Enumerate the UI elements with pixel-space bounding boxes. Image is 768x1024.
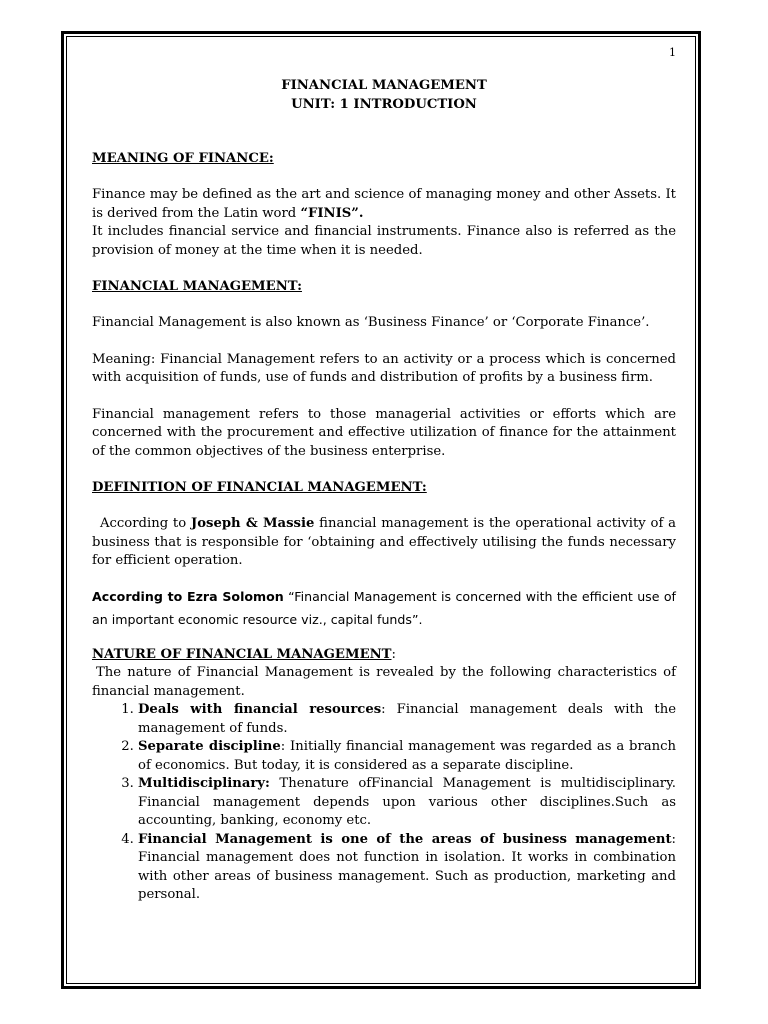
list-item-title: Financial Management is one of the areas of business management <box>138 831 672 847</box>
document-title: FINANCIAL MANAGEMENT <box>281 78 487 93</box>
list-item <box>138 701 676 738</box>
fm-paragraph-3: Financial management refers to those managerial activities or efforts which are concerned with the procurement and effective utilization of finance for the attainment of the common objectives of the business enterprise. <box>92 406 676 459</box>
list-item-text: : Initially financial management was regarded as a branch of economics. But today, it is considered as a separate discipline. <box>138 739 677 773</box>
definition-1-text: financial management is the operational activity of a business that is responsible for ‘obtaining and effectively utilising the funds necessary for efficient operation. <box>92 516 677 568</box>
list-item-title: Separate discipline <box>138 739 281 754</box>
heading-meaning-of-finance: MEANING OF FINANCE: <box>92 151 274 166</box>
nature-intro: The nature of Financial Management is revealed by the following characteristics of financial management. <box>92 665 676 699</box>
latin-word: “FINIS”. <box>300 205 364 221</box>
page-number: 1 <box>669 46 676 59</box>
fm-paragraph-1: Financial Management is also known as ‘Business Finance’ or ‘Corporate Finance’. <box>92 315 650 330</box>
definition-2-name: According to Ezra Solomon <box>92 588 284 604</box>
heading-nature: NATURE OF FINANCIAL MANAGEMENT <box>92 646 392 662</box>
list-item-text: Thenature ofFinancial Management is multidisciplinary. Financial management depends upon various other disciplines.Such as accounting, banking, economy etc. <box>138 776 676 828</box>
meaning-paragraph-1 <box>92 186 676 223</box>
list-item-title: Multidisciplinary: <box>138 776 270 791</box>
definition-paragraph-2 <box>92 585 676 631</box>
definition-1-prefix: According to <box>100 516 191 531</box>
heading-financial-management: FINANCIAL MANAGEMENT: <box>92 279 302 294</box>
heading-definition: DEFINITION OF FINANCIAL MANAGEMENT: <box>92 480 427 495</box>
heading-nature-colon: : <box>391 646 396 662</box>
fm-paragraph-2: Meaning: Financial Management refers to an activity or a process which is concerned with acquisition of funds, use of funds and distribution of profits by a business firm. <box>92 351 676 385</box>
meaning-paragraph-2: It includes financial service and financial instruments. Finance also is referred as the provision of money at the time when it is needed. <box>92 224 676 258</box>
definition-paragraph-1 <box>92 515 676 571</box>
document-body <box>92 44 676 905</box>
list-item <box>138 775 676 831</box>
heading-nature-row <box>92 645 676 665</box>
nature-list <box>92 701 676 905</box>
definition-2-text: “Financial Management is concerned with the efficient use of an important economic resource viz., capital funds”. <box>92 588 676 627</box>
list-item-title: Deals with financial resources <box>138 702 382 717</box>
meaning-paragraph-1-text: Finance may be defined as the art and science of managing money and other Assets. It is derived from the Latin word <box>92 187 676 221</box>
list-item <box>138 831 676 905</box>
document-subtitle: UNIT: 1 INTRODUCTION <box>291 97 477 112</box>
list-item-text: : Financial management deals with the management of funds. <box>138 702 676 736</box>
list-item <box>138 738 676 775</box>
definition-1-name: Joseph & Massie <box>190 516 315 531</box>
list-item-text: : Financial management does not function in isolation. It works in combination with other areas of business management. Such as production, marketing and personal. <box>138 831 676 902</box>
